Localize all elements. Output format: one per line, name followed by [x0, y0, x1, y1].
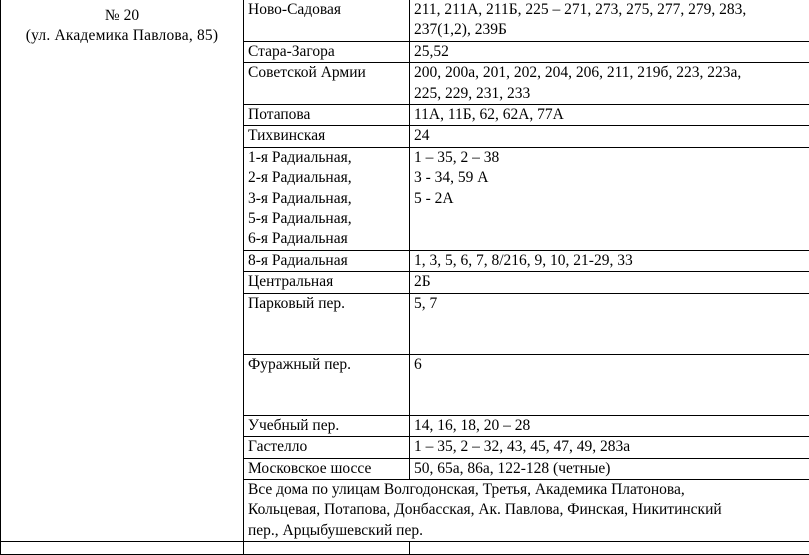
street-name: Ново-Садовая [248, 0, 405, 20]
house-numbers: 211, 211А, 211Б, 225 – 271, 273, 275, 277, 279, 283, [414, 0, 805, 20]
street-name: Гастелло [248, 437, 405, 457]
houses-cell [410, 0, 809, 41]
house-numbers: 11А, 11Б, 62, 62А, 77А [414, 105, 805, 125]
houses-cell [410, 250, 809, 271]
house-numbers: 2Б [414, 272, 805, 292]
street-name: 3-я Радиальная, [248, 189, 405, 209]
house-numbers: 225, 229, 231, 233 [414, 84, 805, 104]
house-numbers: 14, 16, 18, 20 – 28 [414, 416, 805, 436]
all-houses-note [244, 479, 809, 541]
houses-cell [410, 147, 809, 250]
street-name: Парковый пер. [248, 294, 405, 314]
house-numbers: 1 – 35, 2 – 38 [414, 148, 805, 168]
houses-cell [410, 458, 809, 479]
street-name: 6-я Радиальная [248, 229, 405, 249]
houses-cell [410, 105, 809, 126]
street-cell [244, 147, 410, 250]
houses-cell [410, 415, 809, 436]
street-cell [244, 437, 410, 458]
street-cell [244, 458, 410, 479]
street-cell [244, 415, 410, 436]
street-cell [244, 272, 410, 293]
street-cell [244, 41, 410, 62]
street-name: Московское шоссе [248, 459, 405, 479]
street-name: Центральная [248, 272, 405, 292]
table-row [1, 0, 809, 41]
note-line: Кольцевая, Потапова, Донбасская, Ак. Павлова, Финская, Никитинский [248, 500, 805, 520]
house-numbers: 1 – 35, 2 – 32, 43, 45, 47, 49, 283а [414, 437, 805, 457]
next-row-strip [1, 542, 809, 555]
houses-cell [410, 126, 809, 147]
street-cell [244, 0, 410, 41]
street-name: 1-я Радиальная, [248, 148, 405, 168]
street-name: 2-я Радиальная, [248, 168, 405, 188]
house-numbers: 6 [414, 355, 805, 375]
street-name: Фуражный пер. [248, 355, 405, 375]
street-cell [244, 354, 410, 415]
house-numbers: 25,52 [414, 42, 805, 62]
street-name: Учебный пер. [248, 416, 405, 436]
house-numbers: 50, 65а, 86а, 122-128 (четные) [414, 459, 805, 479]
houses-cell [410, 437, 809, 458]
house-numbers: 1, 3, 5, 6, 7, 8/216, 9, 10, 21-29, 33 [414, 251, 805, 271]
street-cell [244, 105, 410, 126]
note-line: пер., Арцыбушевский пер. [248, 521, 805, 541]
street-name: 5-я Радиальная, [248, 209, 405, 229]
house-numbers: 24 [414, 126, 805, 146]
house-numbers: 200, 200а, 201, 202, 204, 206, 211, 219б, 223, 223а, [414, 63, 805, 83]
houses-cell [410, 63, 809, 105]
district-cell [1, 0, 244, 542]
street-cell [244, 63, 410, 105]
street-name: Тихвинская [248, 126, 405, 146]
street-name: 8-я Радиальная [248, 251, 405, 271]
note-line: Все дома по улицам Волгодонская, Третья, Академика Платонова, [248, 480, 805, 500]
street-name: Потапова [248, 105, 405, 125]
house-numbers: 5, 7 [414, 294, 805, 314]
street-cell [244, 293, 410, 354]
street-cell [244, 250, 410, 271]
street-name: Стара-Загора [248, 42, 405, 62]
houses-cell [410, 272, 809, 293]
house-numbers: 237(1,2), 239Б [414, 20, 805, 40]
street-name: Советской Армии [248, 63, 405, 83]
houses-cell [410, 354, 809, 415]
district-address: (ул. Академика Павлова, 85) [5, 26, 239, 46]
house-numbers: 5 - 2А [414, 189, 805, 209]
houses-cell [410, 41, 809, 62]
house-numbers: 3 - 34, 59 А [414, 168, 805, 188]
houses-cell [410, 293, 809, 354]
district-number: № 20 [5, 6, 239, 26]
street-cell [244, 126, 410, 147]
